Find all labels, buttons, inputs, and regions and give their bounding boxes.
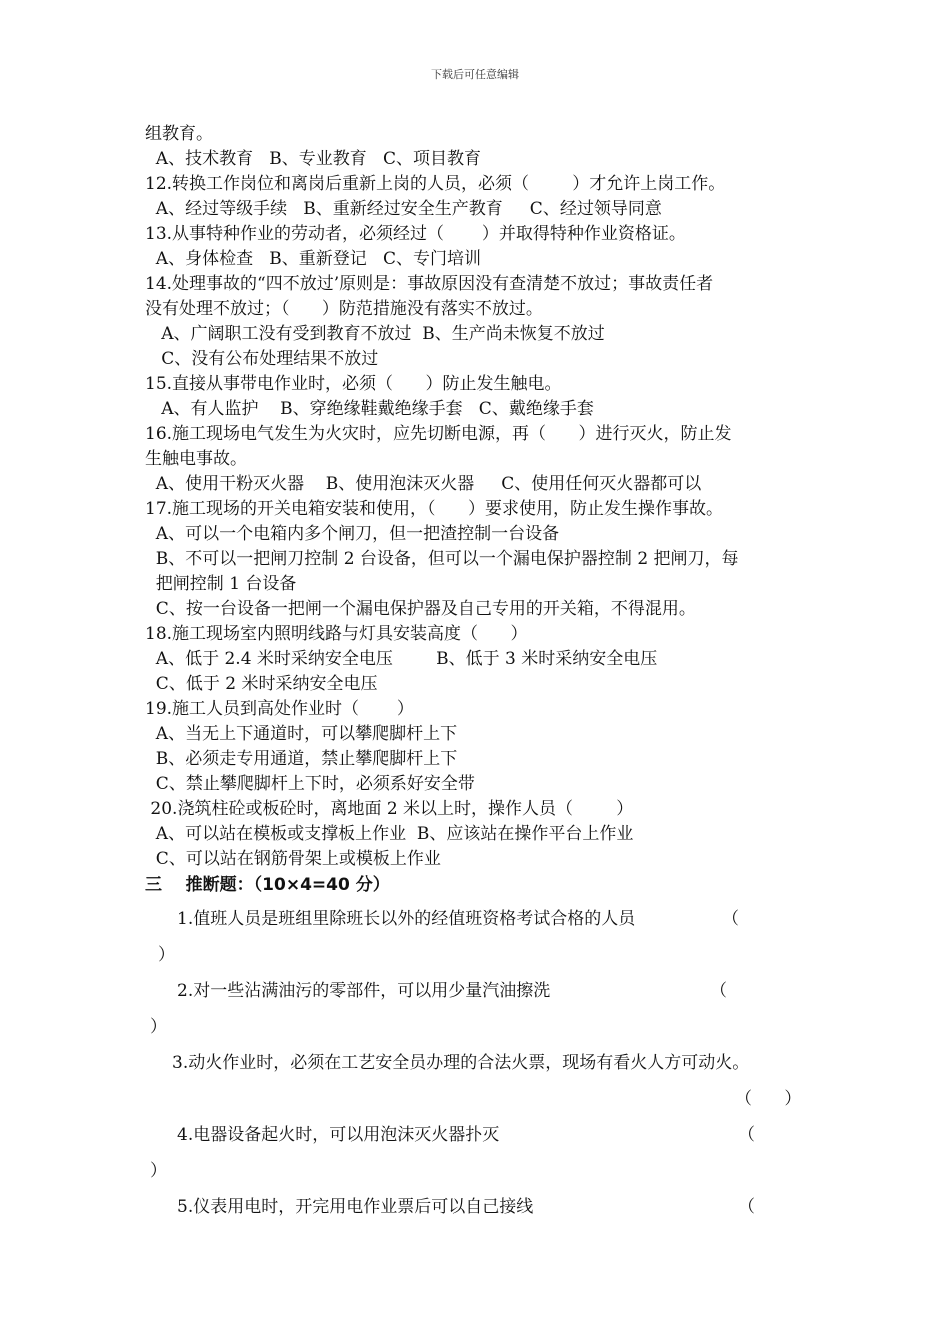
question-17: 17.施工现场的开关电箱安装和使用，（ ）要求使用，防止发生操作事故。 <box>145 499 723 519</box>
option-line: C、按一台设备一把闸一个漏电保护器及自己专用的开关箱，不得混用。 <box>145 599 696 619</box>
option-line: B、不可以一把闸刀控制 2 台设备，但可以一个漏电保护器控制 2 把闸刀，每 <box>145 549 739 569</box>
question-18: 18.施工现场室内照明线路与灯具安装高度（ ） <box>145 624 528 644</box>
option-line: A、身体检查 B、重新登记 C、专门培训 <box>145 249 482 269</box>
judge-paren-close: ） <box>158 945 175 965</box>
judge-paren-open: （ <box>738 1125 755 1145</box>
option-line: A、广阔职工没有受到教育不放过 B、生产尚未恢复不放过 <box>145 324 605 344</box>
option-line: C、低于 2 米时采纳安全电压 <box>145 674 378 694</box>
judge-paren-open: （ <box>738 1197 755 1217</box>
option-line: A、可以站在模板或支撑板上作业 B、应该站在操作平台上作业 <box>145 824 634 844</box>
option-line: A、当无上下通道时，可以攀爬脚杆上下 <box>145 724 458 744</box>
judge-paren-pair: （ ） <box>735 1089 802 1109</box>
option-line: 把闸控制 1 台设备 <box>145 574 297 594</box>
text-line: 没有处理不放过；（ ）防范措施没有落实不放过。 <box>145 299 543 319</box>
text-line: 组教育。 <box>145 124 213 144</box>
page-header: 下载后可任意编辑 <box>431 68 519 81</box>
question-19: 19.施工人员到高处作业时（ ） <box>145 699 414 719</box>
judge-paren-close: ） <box>150 1017 167 1037</box>
option-line: C、禁止攀爬脚杆上下时，必须系好安全带 <box>145 774 475 794</box>
judge-paren-open: （ <box>722 909 739 929</box>
option-line: A、使用干粉灭火器 B、使用泡沫灭火器 C、使用任何灭火器都可以 <box>145 474 702 494</box>
option-line: C、可以站在钢筋骨架上或模板上作业 <box>145 849 441 869</box>
option-line: A、经过等级手续 B、重新经过安全生产教育 C、经过领导同意 <box>145 199 662 219</box>
judge-item-2: 2.对一些沾满油污的零部件，可以用少量汽油擦洗 <box>177 981 551 1001</box>
question-13: 13.从事特种作业的劳动者，必须经过（ ）并取得特种作业资格证。 <box>145 224 686 244</box>
text-line: 生触电事故。 <box>145 449 247 469</box>
question-15: 15.直接从事带电作业时，必须（ ）防止发生触电。 <box>145 374 562 394</box>
option-line: A、可以一个电箱内多个闸刀，但一把渣控制一台设备 <box>145 524 560 544</box>
option-line: A、低于 2.4 米时采纳安全电压 B、低于 3 米时采纳安全电压 <box>145 649 658 669</box>
option-line: A、有人监护 B、穿绝缘鞋戴绝缘手套 C、戴绝缘手套 <box>145 399 594 419</box>
question-14: 14.处理事故的“四不放过’原则是：事故原因没有查清楚不放过；事故责任者 <box>145 274 714 294</box>
judge-paren-close: ） <box>150 1161 167 1181</box>
judge-item-3: 3.动火作业时，必须在工艺安全员办理的合法火票，现场有看火人方可动火。 <box>172 1053 750 1073</box>
judge-paren-open: （ <box>710 981 727 1001</box>
option-line: C、没有公布处理结果不放过 <box>145 349 379 369</box>
question-12: 12.转换工作岗位和离岗后重新上岗的人员，必须（ ）才允许上岗工作。 <box>145 174 726 194</box>
judge-item-5: 5.仪表用电时，开完用电作业票后可以自己接线 <box>177 1197 534 1217</box>
question-20: 20.浇筑柱砼或板砼时，离地面 2 米以上时，操作人员（ ） <box>145 799 634 819</box>
section-title: 三 推断题：（10×4=40 分） <box>145 875 390 895</box>
judge-item-1: 1.值班人员是班组里除班长以外的经值班资格考试合格的人员 <box>177 909 636 929</box>
option-line: B、必须走专用通道，禁止攀爬脚杆上下 <box>145 749 458 769</box>
judge-item-4: 4.电器设备起火时，可以用泡沫灭火器扑灭 <box>177 1125 500 1145</box>
question-16: 16.施工现场电气发生为火灾时，应先切断电源，再（ ）进行灭火，防止发 <box>145 424 732 444</box>
option-line: A、技术教育 B、专业教育 C、项目教育 <box>145 149 482 169</box>
